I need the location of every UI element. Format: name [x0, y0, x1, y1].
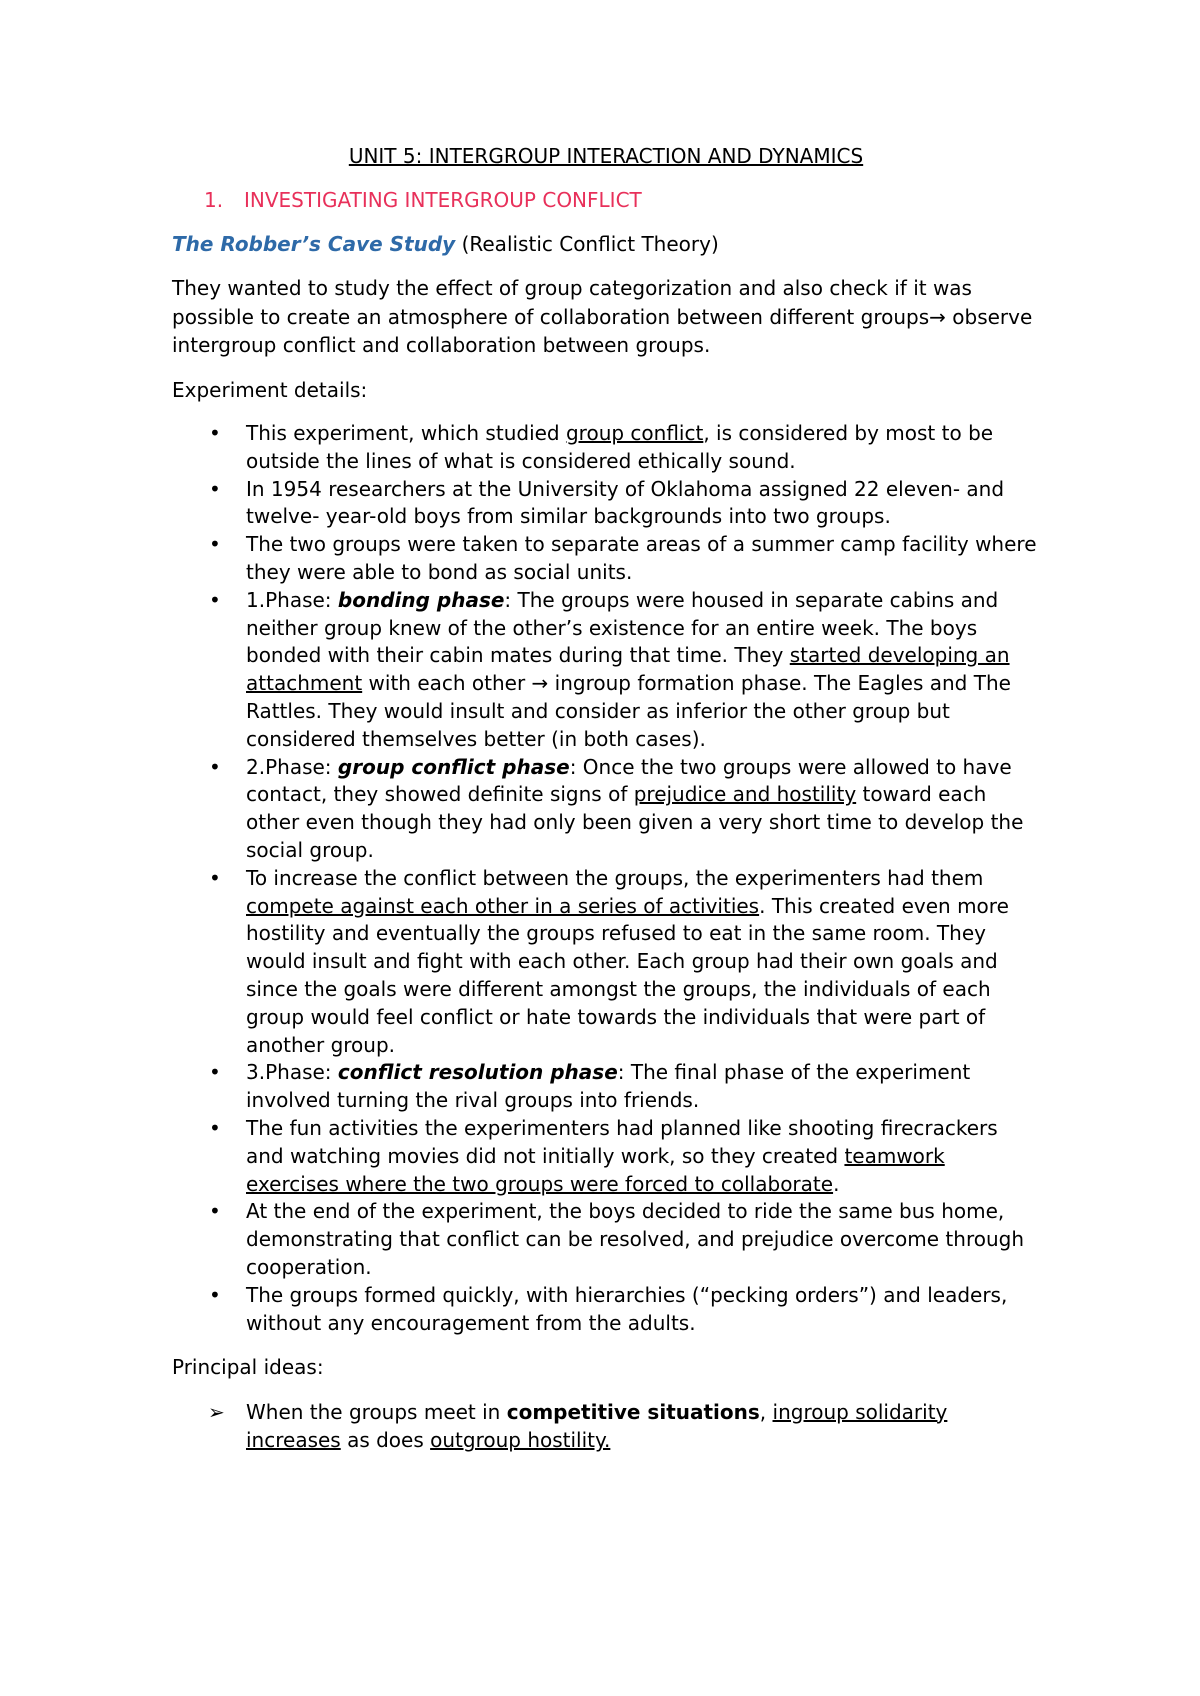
intro-paragraph [172, 274, 1040, 360]
list-item [172, 587, 1040, 754]
text: 2.Phase: [246, 754, 338, 779]
phase-name: group conflict phase [337, 754, 570, 779]
text: , is considered by most to be outside the lines of what is considered ethically sound. [246, 421, 994, 473]
text: When the groups meet in [246, 1399, 507, 1424]
list-item [172, 754, 1040, 865]
list-item [172, 1059, 1040, 1115]
section-heading [204, 186, 1040, 214]
bullet-icon: • [209, 1115, 221, 1140]
bullet-icon: • [209, 587, 221, 612]
phase-name: conflict resolution phase [337, 1060, 618, 1085]
text: . This created even more hostility and eventually the groups refused to eat in the same room. They would insult and fight with each other. Each group had their own goals and since the goals were different amongst the groups, the individuals of each group would feel conflict or hate towards the individuals that were part of another group. [246, 893, 1009, 1057]
text: as does [340, 1428, 431, 1453]
principal-ideas-list [172, 1398, 1040, 1455]
text: The two groups were taken to separate areas of a summer camp facility where they were able to bond as social units. [246, 532, 1037, 584]
text: This experiment, which studied [246, 421, 566, 445]
text: with each other [362, 671, 532, 696]
bullet-icon: • [209, 1060, 221, 1085]
intro-text-1: They wanted to study the effect of group categorization and also check if it was possible to create an atmosphere of collaboration between different groups [172, 276, 972, 329]
list-item [172, 420, 1040, 476]
text: The groups formed quickly, with hierarchies (“pecking orders”) and leaders, without any encouragement from the adults. [246, 1282, 1008, 1335]
text: The fun activities the experimenters had planned like shooting firecrackers and watching movies did not initially work, so they created [246, 1115, 998, 1168]
underlined-text: started developing an attachment [246, 643, 1010, 696]
list-item [172, 1198, 1040, 1281]
study-subtitle: (Realistic Conflict Theory) [461, 232, 719, 256]
text: At the end of the experiment, the boys decided to ride the same bus home, demonstrating that conflict can be resolved, and prejudice overcome through cooperation. [246, 1199, 1025, 1279]
underlined-text: outgroup hostility. [430, 1428, 611, 1453]
list-item [172, 1282, 1040, 1338]
bullet-icon: • [209, 865, 221, 890]
text: ingroup formation phase. The Eagles and The Rattles. They would insult and consider as inferior the other group but considered themselves better (in both cases). [246, 671, 1011, 751]
bullet-icon: • [209, 754, 221, 779]
underlined-text: ingroup solidarity increases [246, 1399, 948, 1453]
underlined-text: group conflict [565, 421, 704, 445]
phase-name: bonding phase [337, 587, 505, 612]
document-body [172, 142, 1040, 1455]
list-item [172, 1115, 1040, 1198]
text: In 1954 researchers at the University of Oklahoma assigned 22 eleven- and twelve- year-old boys from similar backgrounds into two groups. [246, 476, 1005, 529]
bullet-icon: • [209, 421, 221, 445]
arrow-icon: → [531, 671, 549, 696]
experiment-bullet-list [172, 420, 1040, 1337]
text: 3.Phase: [246, 1060, 338, 1085]
text: , [759, 1399, 773, 1424]
underlined-text: compete against each other in a series of activities [246, 893, 760, 918]
arrowhead-bullet-icon: ➢ [208, 1399, 225, 1424]
bullet-icon: • [209, 1199, 221, 1224]
experiment-details-label: Experiment details: [172, 377, 368, 402]
principal-ideas-label: Principal ideas: [172, 1355, 324, 1380]
list-item [172, 865, 1040, 1060]
bullet-icon: • [209, 476, 221, 501]
text: To increase the conflict between the groups, the experimenters had them [246, 865, 984, 890]
text: . [833, 1171, 840, 1196]
list-item [172, 476, 1040, 532]
page-title: UNIT 5: INTERGROUP INTERACTION AND DYNAMICS [348, 144, 864, 168]
section-label: INVESTIGATING INTERGROUP CONFLICT [244, 188, 642, 212]
study-title: The Robber’s Cave Study [172, 232, 456, 256]
text: : The groups were housed in separate cabins and neither group knew of the other’s existence for an entire week. The boys bonded with their cabin mates during that time. They [246, 587, 999, 668]
list-item [172, 531, 1040, 587]
study-heading [172, 230, 1040, 258]
list-item [172, 1398, 1040, 1455]
underlined-text: teamwork exercises where the two groups were forced to collaborate [246, 1143, 945, 1196]
text: : The final phase of the experiment involved turning the rival groups into friends. [246, 1060, 971, 1113]
bullet-icon: • [209, 1282, 221, 1307]
text: toward each other even though they had only been given a very short time to develop the social group. [246, 782, 1024, 862]
section-number: 1. [204, 188, 224, 212]
intro-text-2: observe intergroup conflict and collaboration between groups. [172, 304, 1033, 357]
bullet-icon: • [209, 532, 221, 557]
underlined-text: prejudice and hostility [633, 782, 857, 807]
text: : Once the two groups were allowed to have contact, they showed definite signs of [246, 754, 1012, 807]
text: 1.Phase: [246, 587, 338, 612]
arrow-icon: → [929, 304, 946, 329]
bold-text: competitive situations [506, 1399, 760, 1424]
